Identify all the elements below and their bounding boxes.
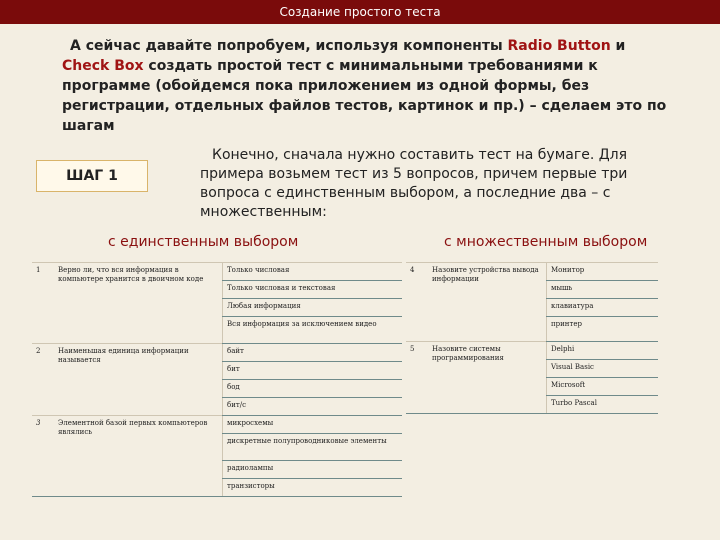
answer-option: Монитор — [547, 263, 659, 281]
slide-title: Создание простого теста — [0, 0, 720, 24]
answer-option: Microsoft — [547, 378, 659, 396]
question-number: 2 — [32, 344, 54, 416]
question-text: Назовите системы программирования — [428, 342, 547, 414]
question-text: Наименьшая единица информации называется — [54, 344, 223, 416]
answer-option: микросхемы — [223, 416, 403, 434]
answer-option: бит — [223, 362, 403, 380]
answer-option: Вся информация за исключением видео — [223, 317, 403, 344]
intro-check-box: Check Box — [62, 58, 144, 74]
question-number: 4 — [406, 263, 428, 342]
step-paragraph — [200, 146, 640, 222]
step-paragraph-text: Конечно, сначала нужно составить тест на бумаге. Для примера возьмем тест из 5 вопросов, причем первые три вопроса с единственным выбором, а последние два – с множественным: — [200, 147, 628, 220]
answer-option: радиолампы — [223, 461, 403, 479]
table-row — [406, 342, 658, 360]
answer-option: Только числовая — [223, 263, 403, 281]
table-row — [32, 344, 402, 362]
question-text: Верно ли, что вся информация в компьютере хранится в двоичном коде — [54, 263, 223, 344]
intro-text — [62, 36, 672, 136]
intro-part3: создать простой тест с минимальными требованиями к программе (обойдемся пока приложением из одной формы, без регистрации, отдельных файлов тестов, картинок и пр.) – сделаем это по шагам — [62, 58, 667, 134]
table-row — [406, 263, 658, 281]
multi-choice-table — [406, 262, 658, 414]
answer-option: дискретные полупроводниковые элементы — [223, 434, 403, 461]
single-choice-table — [32, 262, 402, 497]
intro-radio-button: Radio Button — [507, 38, 611, 54]
heading-multi-choice: с множественным выбором — [444, 234, 648, 250]
intro-part1: А сейчас давайте попробуем, используя компоненты — [70, 38, 508, 54]
answer-option: Visual Basic — [547, 360, 659, 378]
answer-option: клавиатура — [547, 299, 659, 317]
answer-option: бит/с — [223, 398, 403, 416]
answer-option: Любая информация — [223, 299, 403, 317]
question-number: 3 — [32, 416, 54, 497]
question-number: 5 — [406, 342, 428, 414]
answer-option: Delphi — [547, 342, 659, 360]
answer-option: транзисторы — [223, 479, 403, 497]
answer-option: принтер — [547, 317, 659, 342]
answer-option: байт — [223, 344, 403, 362]
table-row — [32, 263, 402, 281]
question-text: Назовите устройства вывода информации — [428, 263, 547, 342]
table-row — [32, 416, 402, 434]
answer-option: бод — [223, 380, 403, 398]
answer-option: мышь — [547, 281, 659, 299]
answer-option: Только числовая и текстовая — [223, 281, 403, 299]
intro-part2: и — [610, 38, 626, 54]
question-number: 1 — [32, 263, 54, 344]
answer-option: Turbo Pascal — [547, 396, 659, 414]
heading-single-choice: с единственным выбором — [108, 234, 299, 250]
step-badge: ШАГ 1 — [36, 160, 148, 192]
question-text: Элементной базой первых компьютеров являлись — [54, 416, 223, 497]
